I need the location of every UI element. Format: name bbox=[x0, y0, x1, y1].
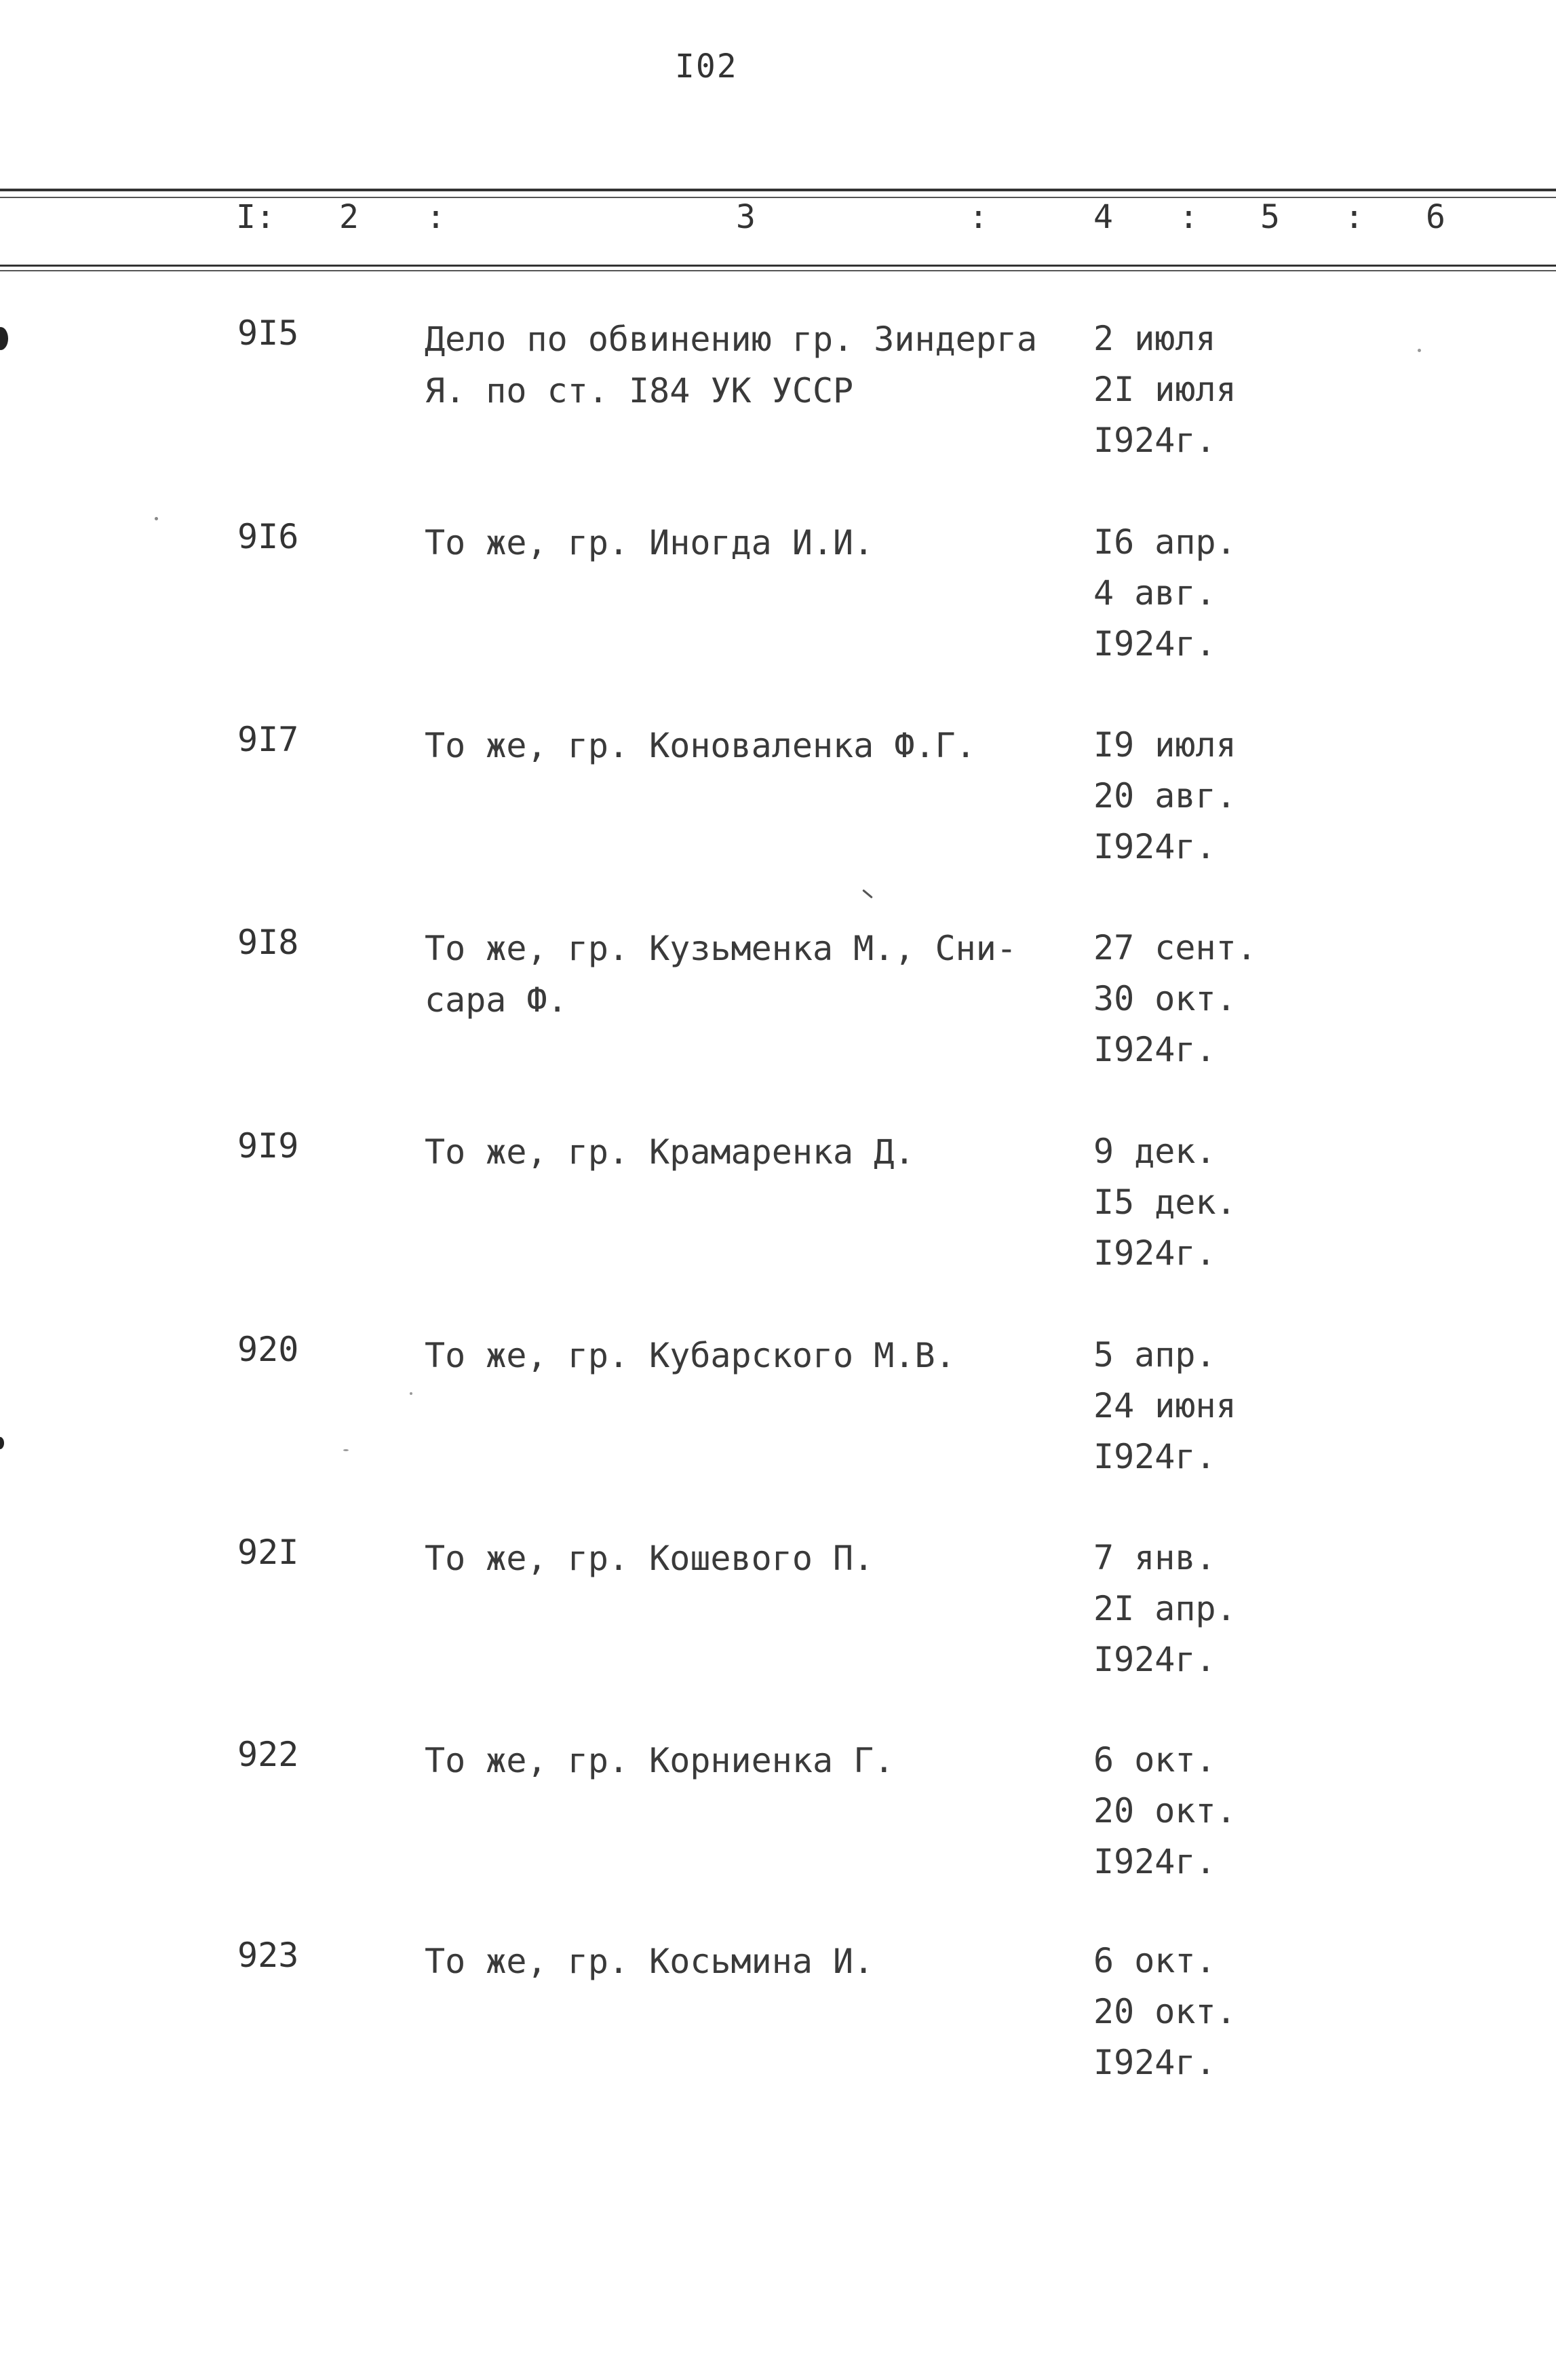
row-dates bbox=[1093, 1533, 1237, 1685]
table-row bbox=[0, 1533, 1556, 1736]
table-row bbox=[0, 1330, 1556, 1533]
table-header-rule-top-thin bbox=[0, 197, 1556, 198]
row-dates bbox=[1093, 923, 1257, 1075]
row-number: 9I9 bbox=[237, 1126, 299, 1166]
row-description: То же, гр. Корниенка Г. bbox=[425, 1741, 895, 1780]
row-date-year: I924г. bbox=[1093, 1640, 1216, 1679]
row-date-start: 27 сент. bbox=[1093, 928, 1257, 967]
row-date-start: 9 дек. bbox=[1093, 1132, 1216, 1171]
table-row bbox=[0, 923, 1556, 1126]
row-dates bbox=[1093, 1330, 1237, 1482]
row-description: То же, гр. Иногда И.И. bbox=[425, 523, 874, 562]
row-number: 9I8 bbox=[237, 923, 299, 962]
header-col4: 4 bbox=[1093, 198, 1113, 236]
row-dates bbox=[1093, 517, 1237, 670]
header-sep1: : bbox=[426, 198, 446, 236]
row-description: То же, гр. Коноваленка Ф.Г. bbox=[425, 726, 976, 765]
table-header-rule-bottom-thin bbox=[0, 270, 1556, 271]
table-row bbox=[0, 1735, 1556, 1938]
row-date-end: I5 дек. bbox=[1093, 1183, 1237, 1222]
row-dates bbox=[1093, 1126, 1237, 1279]
row-dates bbox=[1093, 313, 1237, 466]
row-number: 92I bbox=[237, 1533, 299, 1572]
header-sep2: : bbox=[969, 198, 988, 236]
row-dates bbox=[1093, 1936, 1237, 2088]
header-col2: 2 bbox=[339, 198, 359, 236]
row-description: То же, гр. Косьмина И. bbox=[425, 1942, 874, 1981]
row-date-start: 6 окт. bbox=[1093, 1740, 1216, 1780]
row-date-year: I924г. bbox=[1093, 1842, 1216, 1881]
table-row bbox=[0, 1126, 1556, 1330]
row-date-end: 4 авг. bbox=[1093, 573, 1216, 613]
row-description: То же, гр. Кузьменка М., Сни- сара Ф. bbox=[425, 929, 1017, 1020]
row-date-year: I924г. bbox=[1093, 1437, 1216, 1476]
row-date-start: 6 окт. bbox=[1093, 1941, 1216, 1980]
row-date-end: 24 июня bbox=[1093, 1386, 1237, 1425]
table-row bbox=[0, 1936, 1556, 2139]
row-dates bbox=[1093, 1735, 1237, 1887]
row-description: То же, гр. Крамаренка Д. bbox=[425, 1132, 915, 1172]
row-description: То же, гр. Кубарского М.В. bbox=[425, 1336, 956, 1375]
row-date-end: 20 окт. bbox=[1093, 1791, 1237, 1830]
table-row bbox=[0, 517, 1556, 721]
row-date-start: I6 апр. bbox=[1093, 522, 1237, 562]
row-date-end: 20 авг. bbox=[1093, 776, 1237, 815]
row-description: Дело по обвинению гр. Зиндерга Я. по ст. I84 УК УССР bbox=[425, 320, 1038, 410]
table-header-rule-bottom bbox=[0, 265, 1556, 267]
page-number: I02 bbox=[675, 47, 738, 85]
scan-speck bbox=[343, 1449, 349, 1451]
row-date-year: I924г. bbox=[1093, 1030, 1216, 1069]
row-number: 923 bbox=[237, 1936, 299, 1975]
header-sep3: : bbox=[1179, 198, 1199, 236]
scan-speck bbox=[410, 1392, 412, 1395]
row-dates bbox=[1093, 720, 1237, 872]
row-date-year: I924г. bbox=[1093, 2043, 1216, 2082]
row-date-year: I924г. bbox=[1093, 421, 1216, 460]
header-col5: 5 bbox=[1260, 198, 1280, 236]
row-description: То же, гр. Кошевого П. bbox=[425, 1539, 874, 1578]
header-col3: 3 bbox=[736, 198, 756, 236]
row-date-year: I924г. bbox=[1093, 827, 1216, 866]
scan-speck bbox=[155, 517, 158, 520]
row-date-year: I924г. bbox=[1093, 624, 1216, 664]
scan-speck bbox=[1418, 349, 1421, 352]
header-sep4: : bbox=[1344, 198, 1364, 236]
row-date-year: I924г. bbox=[1093, 1233, 1216, 1273]
row-date-start: 2 июля bbox=[1093, 319, 1216, 358]
header-col1: I: bbox=[236, 198, 275, 236]
header-col6: 6 bbox=[1426, 198, 1445, 236]
table-row bbox=[0, 720, 1556, 923]
row-date-end: 20 окт. bbox=[1093, 1992, 1237, 2031]
row-number: 9I6 bbox=[237, 517, 299, 556]
row-date-end: 2I апр. bbox=[1093, 1589, 1237, 1628]
row-date-start: 5 апр. bbox=[1093, 1335, 1216, 1375]
row-number: 9I7 bbox=[237, 720, 299, 759]
table-header-rule-top bbox=[0, 189, 1556, 191]
row-number: 9I5 bbox=[237, 313, 299, 353]
row-number: 922 bbox=[237, 1735, 299, 1774]
table-row bbox=[0, 313, 1556, 517]
row-number: 920 bbox=[237, 1330, 299, 1369]
row-date-end: 30 окт. bbox=[1093, 979, 1237, 1018]
row-date-end: 2I июля bbox=[1093, 370, 1237, 409]
row-date-start: I9 июля bbox=[1093, 725, 1237, 765]
row-date-start: 7 янв. bbox=[1093, 1538, 1216, 1577]
